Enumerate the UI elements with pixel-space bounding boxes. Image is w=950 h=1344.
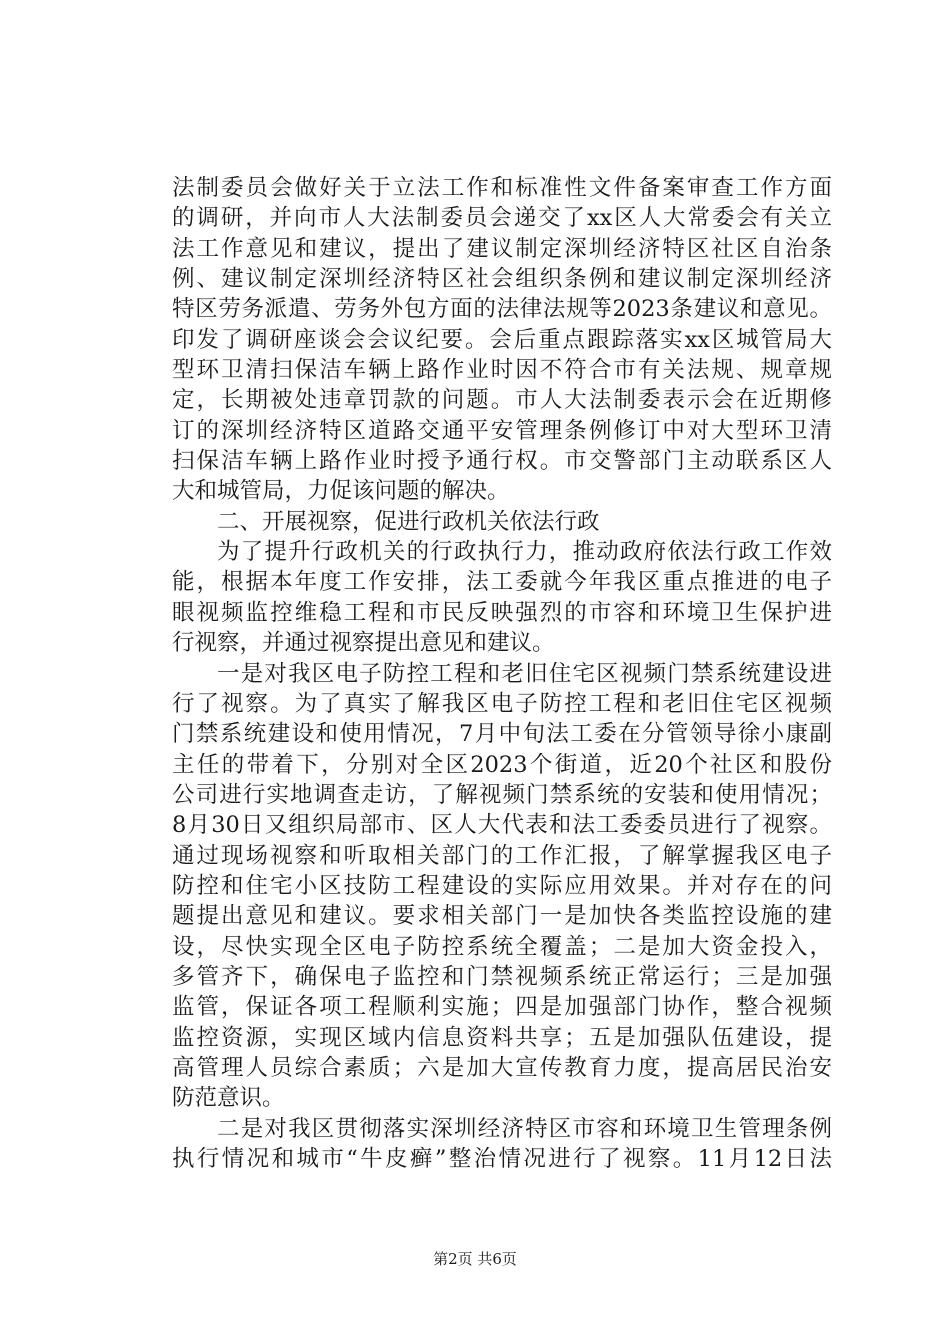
text-line: 通过现场视察和听取相关部门的工作汇报，了解掌握我区电子 (172, 842, 832, 869)
text-line: 题提出意见和建议。要求相关部门一是加快各类监控设施的建 (172, 903, 832, 930)
text-line: 设，尽快实现全区电子防控系统全覆盖；二是加大资金投入， (172, 933, 832, 960)
text-line: 订的深圳经济特区道路交通平安管理条例修订中对大型环卫清 (172, 417, 832, 444)
text-line: 法制委员会做好关于立法工作和标准性文件备案审查工作方面 (172, 175, 832, 201)
text-line: 定，长期被处违章罚款的问题。市人大法制委表示会在近期修 (172, 387, 832, 414)
text-line: 特区劳务派遣、劳务外包方面的法律法规等2023条建议和意见。 (172, 296, 832, 323)
text-line: 门禁系统建设和使用情况，7月中旬法工委在分管领导徐小康副 (172, 721, 832, 748)
text-line: 8月30日又组织局部市、区人大代表和法工委委员进行了视察。 (172, 812, 832, 839)
page-footer: 第2页 共6页 (433, 1250, 517, 1268)
text-line: 防控和住宅小区技防工程建设的实际应用效果。并对存在的问 (172, 872, 832, 899)
text-line: 行视察，并通过视察提出意见和建议。 (172, 630, 555, 657)
text-line: 的调研，并向市人大法制委员会递交了xx区人大常委会有关立 (172, 205, 832, 232)
text-line: 扫保洁车辆上路作业时授予通行权。市交警部门主动联系区人 (172, 448, 832, 475)
text-line: 印发了调研座谈会会议纪要。会后重点跟踪落实xx区城管局大 (172, 326, 832, 353)
text-line: 高管理人员综合素质；六是加大宣传教育力度，提高居民治安 (172, 1054, 832, 1081)
text-line: 执行情况和城市“牛皮癣”整治情况进行了视察。11月12日法 (172, 1146, 832, 1172)
text-line: 大和城管局，力促该问题的解决。 (172, 478, 510, 505)
text-line: 行了视察。为了真实了解我区电子防控工程和老旧住宅区视频 (172, 690, 832, 717)
text-line: 为了提升行政机关的行政执行力，推动政府依法行政工作效 (217, 539, 832, 566)
text-line: 防范意识。 (172, 1085, 285, 1112)
text-line: 能，根据本年度工作安排，法工委就今年我区重点推进的电子 (172, 569, 832, 596)
text-line: 监控资源，实现区域内信息资料共享；五是加强队伍建设，提 (172, 1024, 832, 1051)
text-line: 一是对我区电子防控工程和老旧住宅区视频门禁系统建设进 (217, 660, 832, 687)
text-line: 公司进行实地调查走访，了解视频门禁系统的安装和使用情况； (172, 781, 832, 808)
text-line: 多管齐下，确保电子监控和门禁视频系统正常运行；三是加强 (172, 963, 832, 990)
text-line: 监管，保证各项工程顺利实施；四是加强部门协作，整合视频 (172, 994, 832, 1021)
text-line: 眼视频监控维稳工程和市民反映强烈的市容和环境卫生保护进 (172, 599, 832, 626)
text-line: 主任的带着下，分别对全区2023个街道，近20个社区和股份 (172, 751, 832, 778)
document-body (172, 173, 832, 1174)
text-line: 法工作意见和建议，提出了建议制定深圳经济特区社区自治条 (172, 235, 832, 262)
text-line: 例、建议制定深圳经济特区社会组织条例和建议制定深圳经济 (172, 266, 832, 293)
text-line: 型环卫清扫保洁车辆上路作业时因不符合市有关法规、规章规 (172, 357, 832, 384)
text-line: 二、开展视察，促进行政机关依法行政 (217, 508, 600, 535)
text-line: 二是对我区贯彻落实深圳经济特区市容和环境卫生管理条例 (217, 1115, 832, 1142)
